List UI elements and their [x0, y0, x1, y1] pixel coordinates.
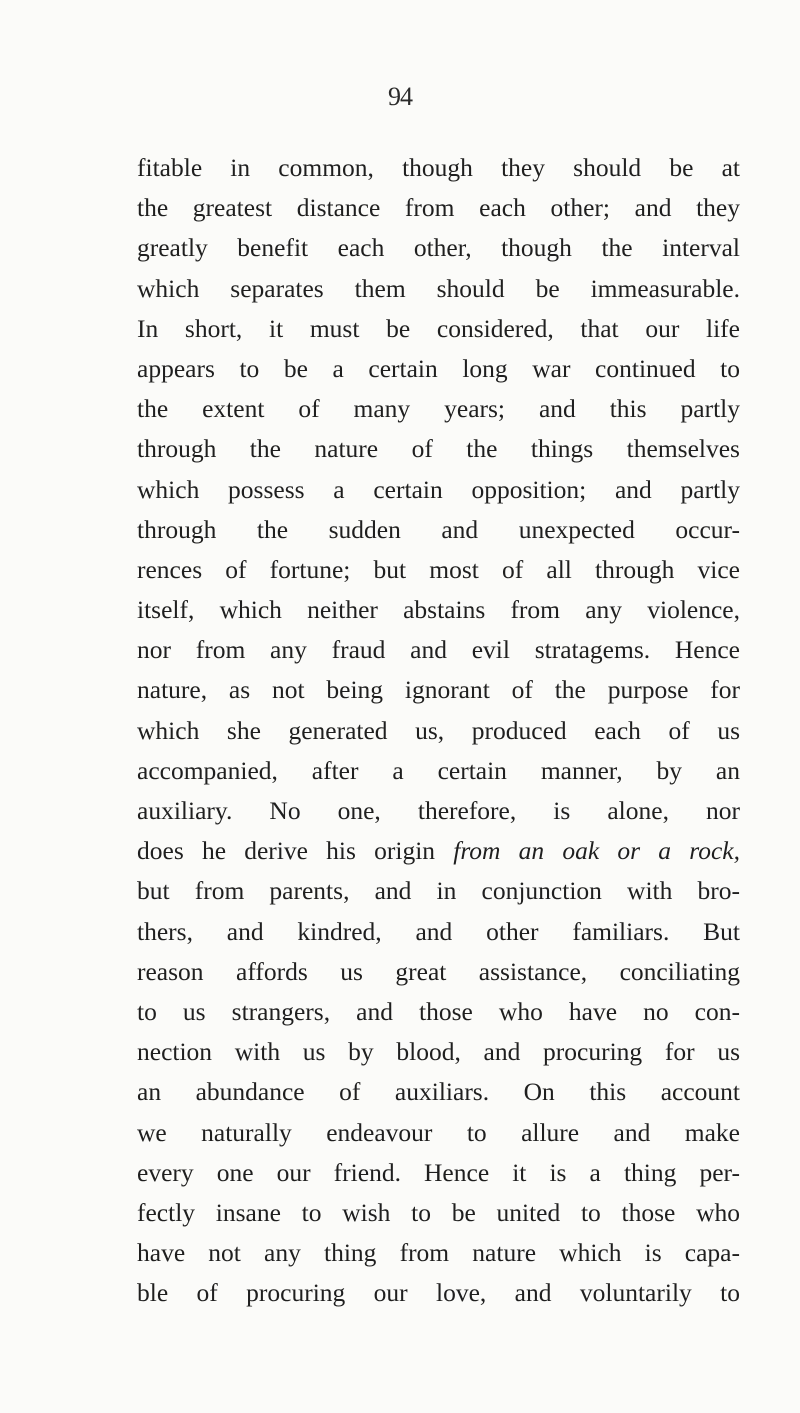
text-line: which separates them should be immeasurable. — [137, 273, 740, 303]
page-body-text — [137, 148, 740, 1313]
text-line: through the nature of the things themselves — [137, 434, 740, 464]
text-line: fectly insane to wish to be united to those who — [137, 1197, 740, 1227]
text-line: nature, as not being ignorant of the purpose for — [137, 675, 740, 705]
text-line: the greatest distance from each other; and they — [137, 193, 740, 223]
italic-phrase: from an oak or a rock, — [453, 836, 740, 866]
text-line: auxiliary. No one, therefore, is alone, nor — [137, 796, 740, 825]
text-line: but from parents, and in conjunction with bro- — [137, 876, 740, 906]
text-line: nor from any fraud and evil stratagems. Hence — [137, 635, 740, 665]
text-line: have not any thing from nature which is capa- — [137, 1238, 740, 1268]
text-line: the extent of many years; and this partly — [137, 394, 740, 424]
text-line: an abundance of auxiliars. On this account — [137, 1077, 740, 1107]
text-line: In short, it must be considered, that our life — [137, 313, 740, 343]
text-line: we naturally endeavour to allure and make — [137, 1117, 740, 1147]
text-line: through the sudden and unexpected occur- — [137, 514, 740, 544]
text-line: thers, and kindred, and other familiars. But — [137, 916, 740, 946]
text-line: fitable in common, though they should be at — [137, 153, 740, 182]
text-line: to us strangers, and those who have no con- — [137, 996, 740, 1026]
text-line: every one our friend. Hence it is a thing per- — [137, 1157, 740, 1187]
text-line: ble of procuring our love, and voluntarily to — [137, 1278, 740, 1308]
text-line: greatly benefit each other, though the interval — [137, 233, 740, 263]
text-line: which she generated us, produced each of us — [137, 715, 740, 745]
text-line: itself, which neither abstains from any violence, — [137, 595, 740, 625]
page-number: 94 — [388, 82, 412, 111]
text-line: reason affords us great assistance, conciliating — [137, 956, 740, 986]
text-line: rences of fortune; but most of all through vice — [137, 554, 740, 584]
text-line-with-italic — [137, 831, 740, 871]
text-line: nection with us by blood, and procuring for us — [137, 1037, 740, 1067]
text-line: appears to be a certain long war continued to — [137, 353, 740, 383]
text-line: accompanied, after a certain manner, by an — [137, 755, 740, 785]
text-line: which possess a certain opposition; and partly — [137, 474, 740, 504]
text-line-prefix: does he derive his origin — [137, 836, 436, 866]
